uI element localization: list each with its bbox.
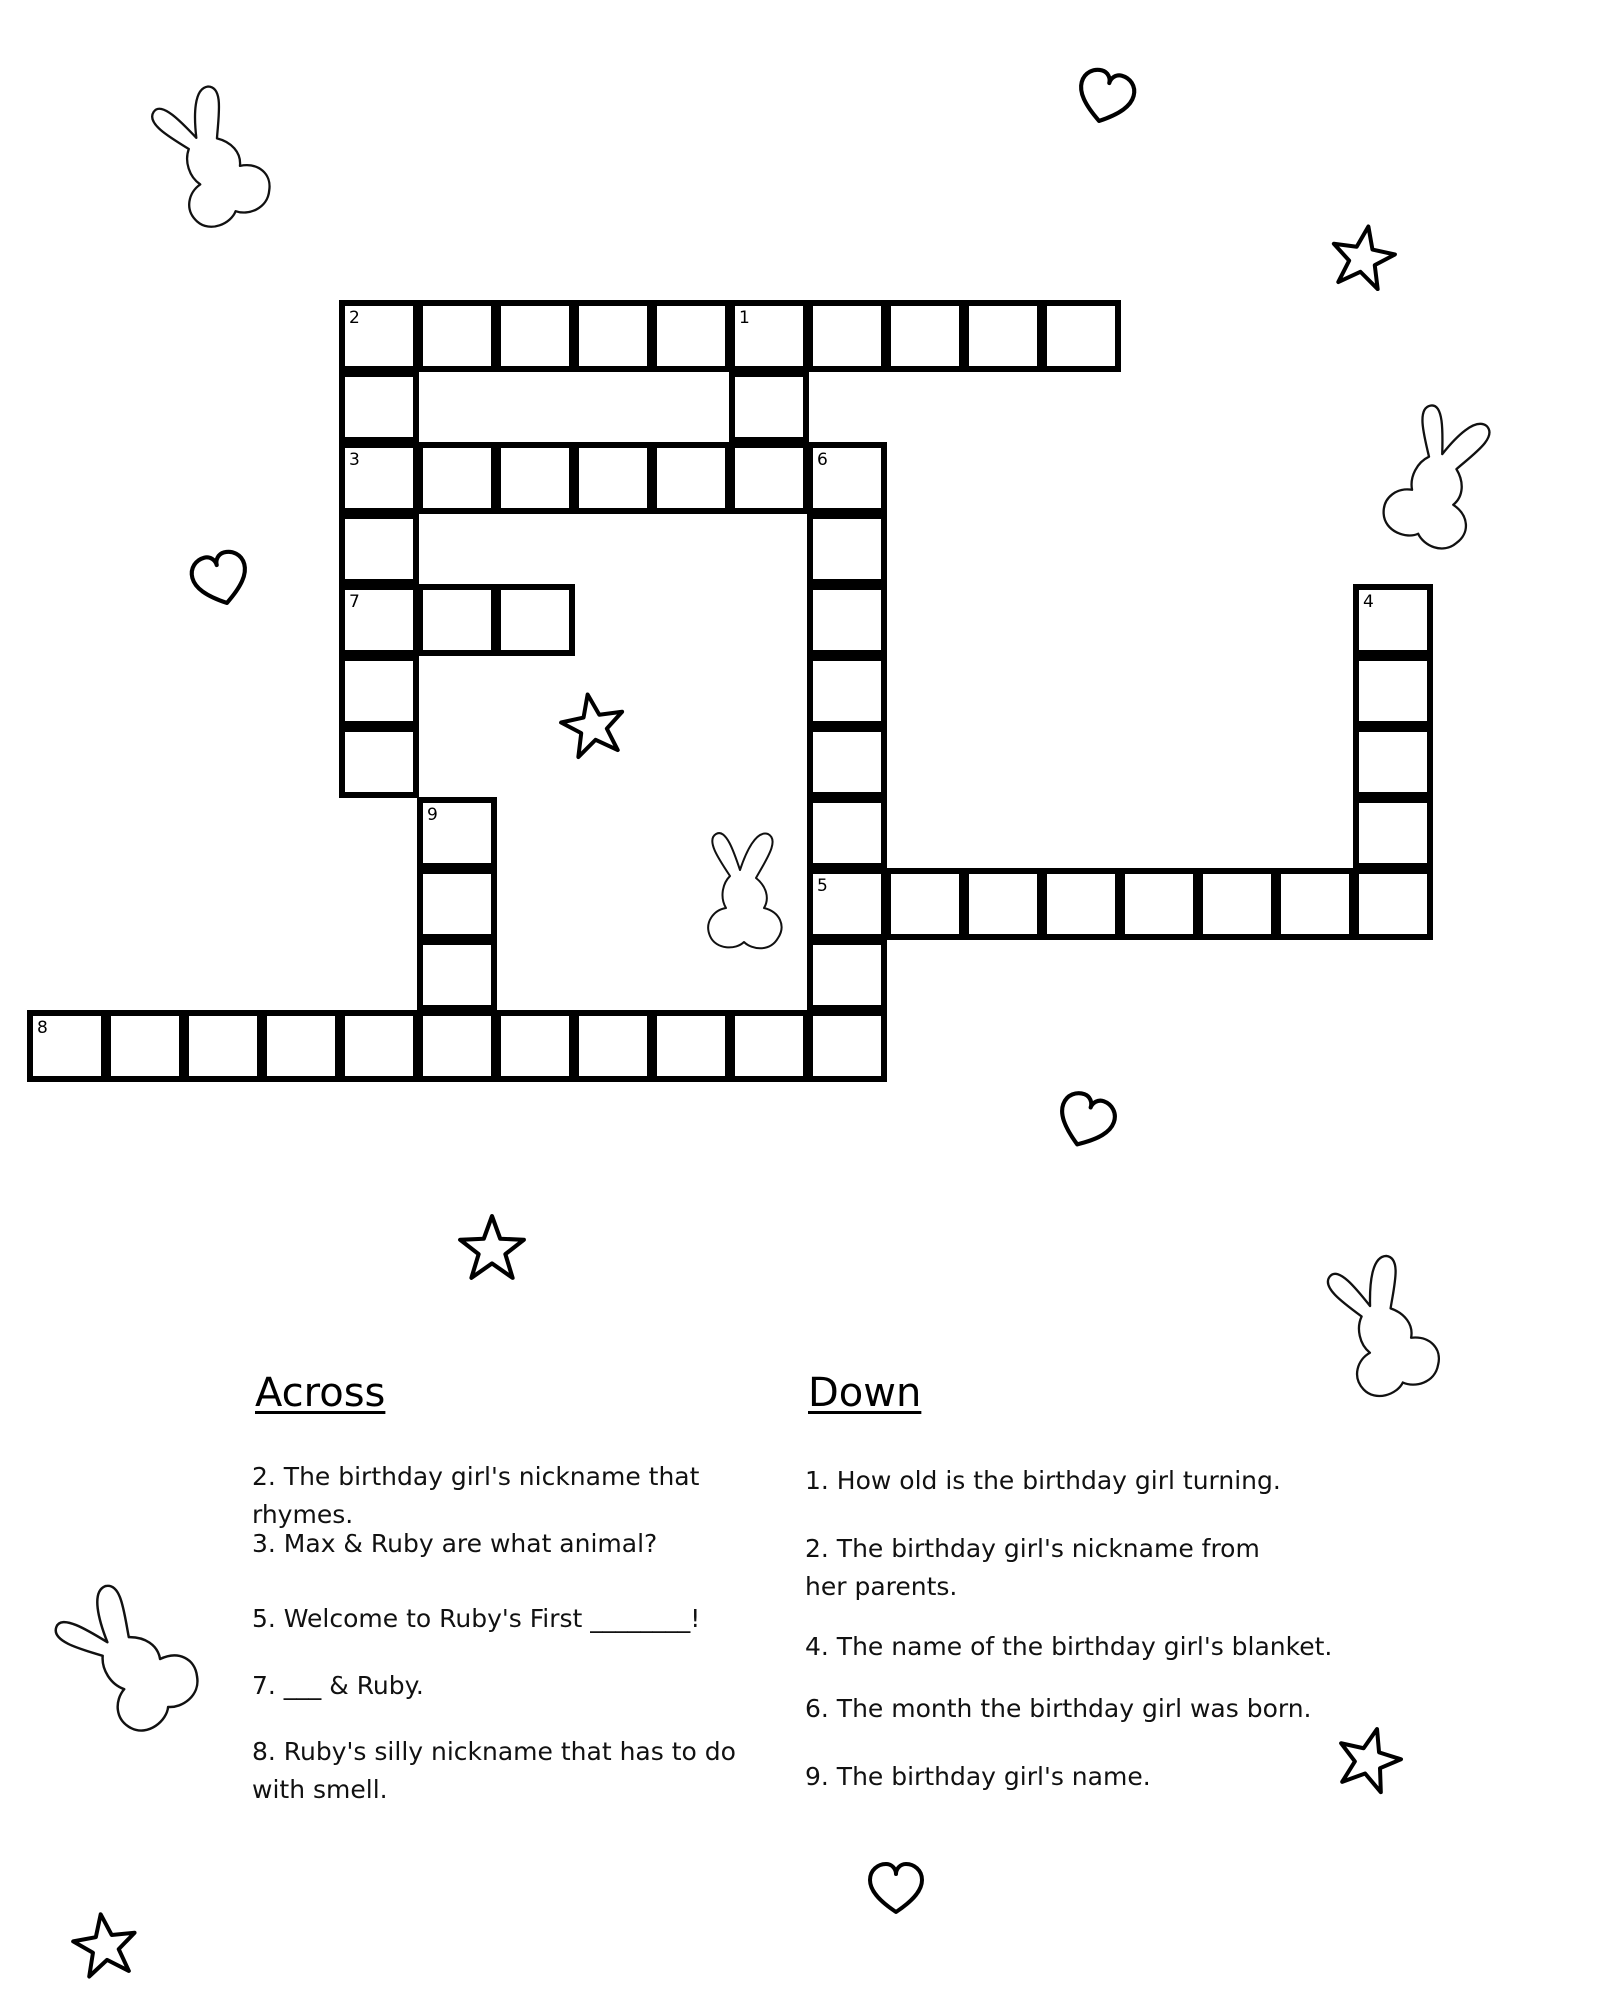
- crossword-cell[interactable]: [807, 868, 887, 940]
- crossword-cell[interactable]: [495, 584, 575, 656]
- clue-number: 8: [37, 1018, 48, 1038]
- star-icon: [552, 684, 633, 765]
- crossword-cell[interactable]: [417, 300, 497, 372]
- crossword-cell[interactable]: [339, 726, 419, 798]
- down-clue-4: 4. The name of the birthday girl's blanket.: [805, 1632, 1333, 1661]
- crossword-cell[interactable]: [417, 868, 497, 940]
- crossword-cell[interactable]: [729, 1010, 809, 1082]
- crossword-cell[interactable]: [807, 584, 887, 656]
- bunny-icon: [700, 818, 800, 968]
- crossword-cell[interactable]: [1353, 797, 1433, 869]
- across-clue-3: 3. Max & Ruby are what animal?: [252, 1529, 658, 1558]
- crossword-cell[interactable]: [1353, 868, 1433, 940]
- across-clue-5: 5. Welcome to Ruby's First ________!: [252, 1604, 701, 1633]
- crossword-cell[interactable]: [573, 1010, 653, 1082]
- crossword-cell[interactable]: [885, 300, 965, 372]
- crossword-cell[interactable]: [339, 371, 419, 443]
- crossword-cell[interactable]: [651, 1010, 731, 1082]
- crossword-cell[interactable]: [1353, 726, 1433, 798]
- crossword-cell[interactable]: [27, 1010, 107, 1082]
- crossword-cell[interactable]: [339, 300, 419, 372]
- crossword-cell[interactable]: [417, 442, 497, 514]
- across-clue-7: 7. ___ & Ruby.: [252, 1671, 424, 1700]
- crossword-cell[interactable]: [651, 300, 731, 372]
- clue-number: 6: [817, 450, 828, 470]
- crossword-cell[interactable]: [495, 1010, 575, 1082]
- crossword-cell[interactable]: [183, 1010, 263, 1082]
- crossword-cell[interactable]: [261, 1010, 341, 1082]
- crossword-cell[interactable]: [963, 868, 1043, 940]
- crossword-cell[interactable]: [963, 300, 1043, 372]
- crossword-cell[interactable]: [417, 584, 497, 656]
- across-heading: Across: [255, 1370, 386, 1416]
- crossword-cell[interactable]: [1041, 300, 1121, 372]
- crossword-cell[interactable]: [1353, 655, 1433, 727]
- star-icon: [1322, 216, 1403, 297]
- clue-number: 7: [349, 592, 360, 612]
- down-clue-9: 9. The birthday girl's name.: [805, 1762, 1151, 1791]
- crossword-cell[interactable]: [729, 442, 809, 514]
- down-heading: Down: [808, 1370, 922, 1416]
- crossword-cell[interactable]: [1041, 868, 1121, 940]
- crossword-cell[interactable]: [339, 1010, 419, 1082]
- crossword-cell[interactable]: [807, 1010, 887, 1082]
- crossword-cell[interactable]: [807, 655, 887, 727]
- crossword-cell[interactable]: [807, 797, 887, 869]
- crossword-cell[interactable]: [495, 300, 575, 372]
- crossword-cell[interactable]: [339, 584, 419, 656]
- crossword-cell[interactable]: [1275, 868, 1355, 940]
- clue-number: 9: [427, 805, 438, 825]
- crossword-cell[interactable]: [339, 442, 419, 514]
- crossword-cell[interactable]: [573, 300, 653, 372]
- crossword-cell[interactable]: [729, 300, 809, 372]
- crossword-cell[interactable]: [417, 939, 497, 1011]
- crossword-cell[interactable]: [651, 442, 731, 514]
- crossword-cell[interactable]: [729, 371, 809, 443]
- crossword-cell[interactable]: [1197, 868, 1277, 940]
- crossword-cell[interactable]: [573, 442, 653, 514]
- crossword-cell[interactable]: [417, 1010, 497, 1082]
- crossword-cell[interactable]: [1119, 868, 1199, 940]
- down-clue-2: 2. The birthday girl's nickname from her parents.: [805, 1534, 1260, 1601]
- crossword-cell[interactable]: [105, 1010, 185, 1082]
- crossword-cell[interactable]: [807, 513, 887, 585]
- crossword-cell[interactable]: [807, 726, 887, 798]
- crossword-cell[interactable]: [807, 939, 887, 1011]
- star-icon: [65, 1905, 144, 1984]
- crossword-cell[interactable]: [807, 442, 887, 514]
- crossword-cell[interactable]: [885, 868, 965, 940]
- clue-number: 1: [739, 308, 750, 328]
- crossword-cell[interactable]: [417, 797, 497, 869]
- across-clue-8: 8. Ruby's silly nickname that has to do with smell.: [252, 1737, 736, 1804]
- down-clue-1: 1. How old is the birthday girl turning.: [805, 1466, 1281, 1495]
- clue-number: 4: [1363, 592, 1374, 612]
- clue-number: 5: [817, 876, 828, 896]
- clue-number: 3: [349, 450, 360, 470]
- heart-icon: [866, 1860, 926, 1920]
- crossword-cell[interactable]: [1353, 584, 1433, 656]
- across-clue-2: 2. The birthday girl's nickname that rhymes.: [252, 1462, 700, 1529]
- star-icon: [456, 1212, 528, 1284]
- crossword-cell[interactable]: [495, 442, 575, 514]
- crossword-cell[interactable]: [339, 513, 419, 585]
- down-clue-6: 6. The month the birthday girl was born.: [805, 1694, 1312, 1723]
- crossword-cell[interactable]: [339, 655, 419, 727]
- crossword-cell[interactable]: [807, 300, 887, 372]
- clue-number: 2: [349, 308, 360, 328]
